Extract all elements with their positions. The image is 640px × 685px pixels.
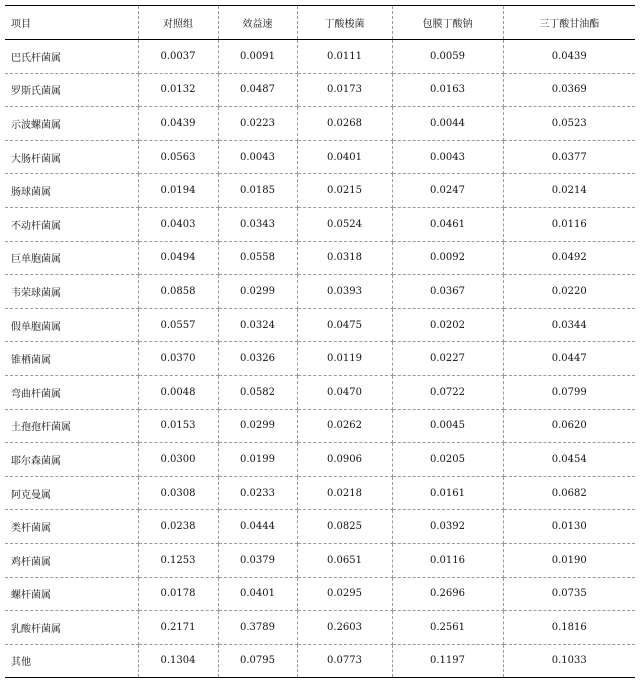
- value-cell: 0.0300: [138, 443, 218, 477]
- value-cell: 0.0220: [503, 275, 635, 309]
- value-cell: 0.0153: [138, 409, 218, 443]
- value-cell: 0.0037: [138, 40, 218, 74]
- value-cell: 0.0043: [392, 140, 503, 174]
- value-cell: 0.0247: [392, 174, 503, 208]
- value-cell: 0.0524: [297, 207, 392, 241]
- row-label: 肠球菌属: [5, 174, 138, 208]
- table-row: [5, 644, 635, 678]
- value-cell: 0.0367: [392, 275, 503, 309]
- value-cell: 0.2696: [392, 577, 503, 611]
- table-row: [5, 207, 635, 241]
- row-label: 其他: [5, 644, 138, 678]
- value-cell: 0.0858: [138, 275, 218, 309]
- value-cell: 0.0044: [392, 107, 503, 141]
- table-header: [5, 6, 635, 40]
- row-label: 鸡杆菌属: [5, 543, 138, 577]
- data-table: [5, 5, 635, 678]
- value-cell: 0.0401: [218, 577, 297, 611]
- value-cell: 0.0092: [392, 241, 503, 275]
- table-row: [5, 577, 635, 611]
- value-cell: 0.0318: [297, 241, 392, 275]
- value-cell: 0.1304: [138, 644, 218, 678]
- value-cell: 0.0906: [297, 443, 392, 477]
- header-cell-control: 对照组: [138, 6, 218, 40]
- header-cell-treatment-3: 包膜丁酸钠: [392, 6, 503, 40]
- value-cell: 0.0295: [297, 577, 392, 611]
- value-cell: 0.0370: [138, 342, 218, 376]
- table-row: [5, 611, 635, 645]
- value-cell: 0.0344: [503, 308, 635, 342]
- value-cell: 0.0199: [218, 443, 297, 477]
- header-cell-treatment-4: 三丁酸甘油酯: [503, 6, 635, 40]
- row-label: 巨单胞菌属: [5, 241, 138, 275]
- row-label: 假单胞菌属: [5, 308, 138, 342]
- value-cell: 0.0308: [138, 476, 218, 510]
- row-label: 乳酸杆菌属: [5, 611, 138, 645]
- row-label: 不动杆菌属: [5, 207, 138, 241]
- table-row: [5, 73, 635, 107]
- table-row: [5, 342, 635, 376]
- value-cell: 0.0268: [297, 107, 392, 141]
- value-cell: 0.0299: [218, 409, 297, 443]
- row-label: 阿克曼属: [5, 476, 138, 510]
- row-label: 巴氏杆菌属: [5, 40, 138, 74]
- table-row: [5, 443, 635, 477]
- header-cell-item: 项目: [5, 6, 138, 40]
- value-cell: 0.2171: [138, 611, 218, 645]
- table-row: [5, 476, 635, 510]
- value-cell: 0.0454: [503, 443, 635, 477]
- value-cell: 0.0132: [138, 73, 218, 107]
- table-body: [5, 40, 635, 678]
- value-cell: 0.0557: [138, 308, 218, 342]
- value-cell: 0.0161: [392, 476, 503, 510]
- table-row: [5, 409, 635, 443]
- row-label: 示波螺菌属: [5, 107, 138, 141]
- value-cell: 0.0045: [392, 409, 503, 443]
- header-cell-treatment-1: 效益速: [218, 6, 297, 40]
- row-label: 类杆菌属: [5, 510, 138, 544]
- value-cell: 0.0461: [392, 207, 503, 241]
- value-cell: 0.3789: [218, 611, 297, 645]
- value-cell: 0.0185: [218, 174, 297, 208]
- table-row: [5, 375, 635, 409]
- value-cell: 0.0620: [503, 409, 635, 443]
- table-row: [5, 543, 635, 577]
- value-cell: 0.0116: [392, 543, 503, 577]
- table-row: [5, 40, 635, 74]
- value-cell: 0.0369: [503, 73, 635, 107]
- value-cell: 0.0403: [138, 207, 218, 241]
- row-label: 大肠杆菌属: [5, 140, 138, 174]
- value-cell: 0.0475: [297, 308, 392, 342]
- value-cell: 0.0651: [297, 543, 392, 577]
- value-cell: 0.0470: [297, 375, 392, 409]
- row-label: 耶尔森菌属: [5, 443, 138, 477]
- value-cell: 0.0795: [218, 644, 297, 678]
- value-cell: 0.0773: [297, 644, 392, 678]
- value-cell: 0.0682: [503, 476, 635, 510]
- value-cell: 0.0190: [503, 543, 635, 577]
- value-cell: 0.1197: [392, 644, 503, 678]
- value-cell: 0.0119: [297, 342, 392, 376]
- value-cell: 0.1253: [138, 543, 218, 577]
- value-cell: 0.0563: [138, 140, 218, 174]
- value-cell: 0.0523: [503, 107, 635, 141]
- value-cell: 0.0205: [392, 443, 503, 477]
- value-cell: 0.0227: [392, 342, 503, 376]
- value-cell: 0.0722: [392, 375, 503, 409]
- value-cell: 0.0379: [218, 543, 297, 577]
- table-row: [5, 174, 635, 208]
- value-cell: 0.0439: [503, 40, 635, 74]
- value-cell: 0.0392: [392, 510, 503, 544]
- value-cell: 0.2561: [392, 611, 503, 645]
- value-cell: 0.0215: [297, 174, 392, 208]
- header-row: [5, 6, 635, 40]
- value-cell: 0.0059: [392, 40, 503, 74]
- value-cell: 0.2603: [297, 611, 392, 645]
- table-row: [5, 107, 635, 141]
- value-cell: 0.0494: [138, 241, 218, 275]
- value-cell: 0.0393: [297, 275, 392, 309]
- table-row: [5, 241, 635, 275]
- value-cell: 0.0048: [138, 375, 218, 409]
- table-row: [5, 510, 635, 544]
- value-cell: 0.0116: [503, 207, 635, 241]
- value-cell: 0.1033: [503, 644, 635, 678]
- value-cell: 0.0324: [218, 308, 297, 342]
- table-row: [5, 140, 635, 174]
- value-cell: 0.0233: [218, 476, 297, 510]
- value-cell: 0.0377: [503, 140, 635, 174]
- value-cell: 0.0735: [503, 577, 635, 611]
- value-cell: 0.0492: [503, 241, 635, 275]
- row-label: 罗斯氏菌属: [5, 73, 138, 107]
- value-cell: 0.0163: [392, 73, 503, 107]
- value-cell: 0.0799: [503, 375, 635, 409]
- row-label: 土孢孢杆菌属: [5, 409, 138, 443]
- value-cell: 0.0173: [297, 73, 392, 107]
- value-cell: 0.0558: [218, 241, 297, 275]
- value-cell: 0.0444: [218, 510, 297, 544]
- value-cell: 0.0439: [138, 107, 218, 141]
- value-cell: 0.0343: [218, 207, 297, 241]
- value-cell: 0.0487: [218, 73, 297, 107]
- row-label: 韦荣球菌属: [5, 275, 138, 309]
- value-cell: 0.0582: [218, 375, 297, 409]
- table-row: [5, 308, 635, 342]
- value-cell: 0.0043: [218, 140, 297, 174]
- row-label: 螺杆菌属: [5, 577, 138, 611]
- value-cell: 0.0326: [218, 342, 297, 376]
- value-cell: 0.1816: [503, 611, 635, 645]
- value-cell: 0.0111: [297, 40, 392, 74]
- value-cell: 0.0214: [503, 174, 635, 208]
- value-cell: 0.0262: [297, 409, 392, 443]
- value-cell: 0.0401: [297, 140, 392, 174]
- value-cell: 0.0299: [218, 275, 297, 309]
- value-cell: 0.0194: [138, 174, 218, 208]
- table-row: [5, 275, 635, 309]
- value-cell: 0.0223: [218, 107, 297, 141]
- row-label: 弯曲杆菌属: [5, 375, 138, 409]
- value-cell: 0.0178: [138, 577, 218, 611]
- header-cell-treatment-2: 丁酸梭菌: [297, 6, 392, 40]
- value-cell: 0.0202: [392, 308, 503, 342]
- value-cell: 0.0091: [218, 40, 297, 74]
- row-label: 锥栖菌属: [5, 342, 138, 376]
- value-cell: 0.0218: [297, 476, 392, 510]
- value-cell: 0.0238: [138, 510, 218, 544]
- value-cell: 0.0447: [503, 342, 635, 376]
- value-cell: 0.0130: [503, 510, 635, 544]
- value-cell: 0.0825: [297, 510, 392, 544]
